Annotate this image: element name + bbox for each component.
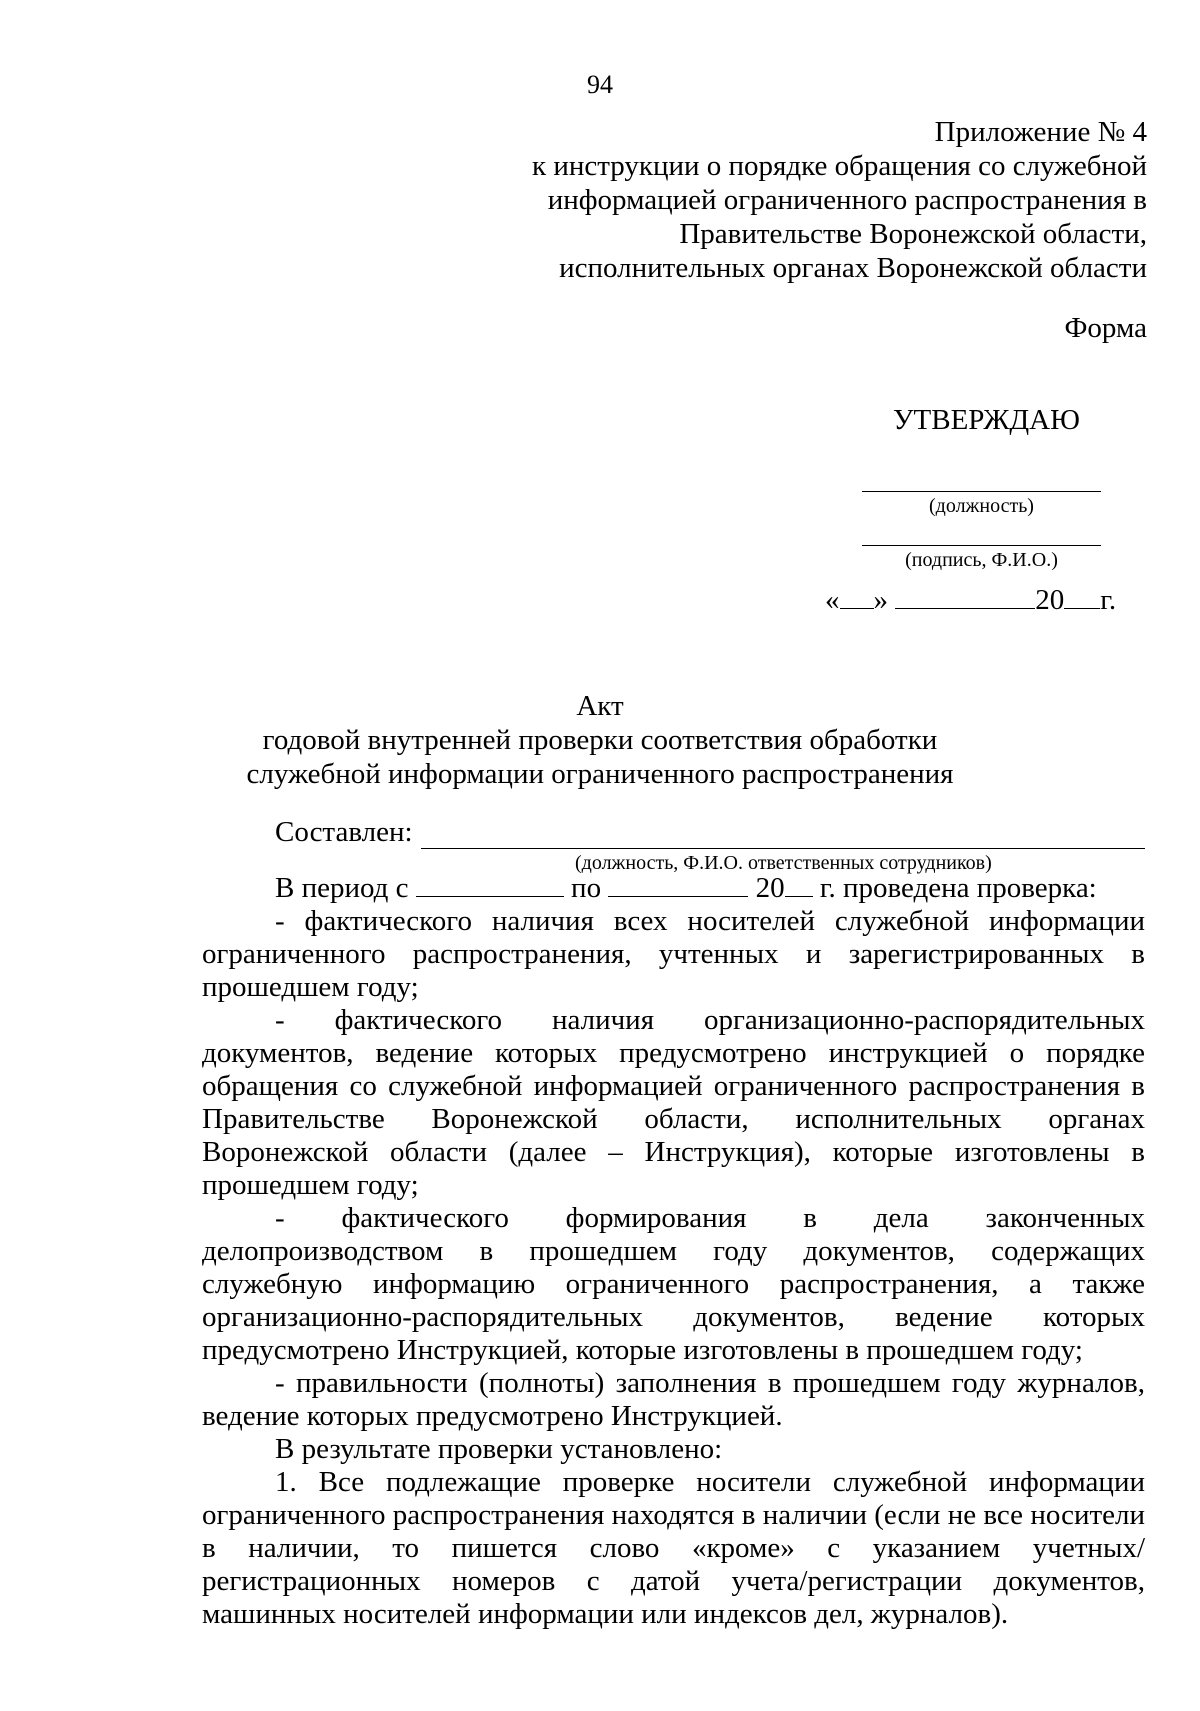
- date-open-quote: «: [825, 584, 840, 616]
- period-to-label: по: [571, 872, 602, 904]
- appendix-line: информацией ограниченного распространения в: [547, 184, 1147, 216]
- signature-line: [862, 545, 1101, 546]
- body-text: [202, 905, 1145, 1631]
- signature-caption: (подпись, Ф.И.О.): [905, 549, 1058, 571]
- period-from-blank: [416, 872, 564, 897]
- day-blank: [840, 584, 874, 609]
- compiled-row: [275, 816, 1145, 849]
- appendix-line: к инструкции о порядке обращения со служебной: [531, 150, 1147, 182]
- compiled-caption: (должность, Ф.И.О. ответственных сотрудников): [575, 852, 992, 874]
- paragraph: - фактического наличия всех носителей служебной информации ограниченного распространения, учтенных и зарегистрированных в прошедшем году;: [202, 905, 1145, 1003]
- act-title: [0, 690, 1200, 792]
- appendix-line: Приложение № 4: [934, 116, 1147, 148]
- compiled-label: Составлен:: [275, 816, 413, 848]
- act-title-line: годовой внутренней проверки соответствия обработки: [262, 724, 938, 756]
- date-year-prefix: 20: [1035, 584, 1065, 616]
- compiled-blank: [421, 822, 1145, 849]
- period-from-label: В период с: [275, 872, 409, 904]
- paragraph: - фактического формирования в дела законченных делопроизводством в прошедшем году документов, содержащих служебную информацию ограниченного распространения, а также организационно-распорядительных документов, ведение которых предусмотрено Инструкцией, которые изготовлены в прошедшем году;: [202, 1202, 1145, 1366]
- approval-heading: УТВЕРЖДАЮ: [893, 404, 1080, 436]
- date-close-quote: »: [873, 584, 888, 616]
- period-year-blank: [785, 872, 813, 897]
- paragraph: 1. Все подлежащие проверке носители служебной информации ограниченного распространения находятся в наличии (если не все носители в наличии, то пишется слово «кроме» с указанием учетных/регистрационных номеров с датой учета/регистрации документов, машинных носителей информации или индексов дел, журналов).: [202, 1466, 1145, 1630]
- date-year-suffix: г.: [1100, 584, 1117, 616]
- paragraph: - фактического наличия организационно-распорядительных документов, ведение которых предусмотрено инструкцией о порядке обращения со служебной информацией ограниченного распространения в Правительстве Воронежской области, исполнительных органах Воронежской области (далее – Инструкция), которые изготовлены в прошедшем году;: [202, 1004, 1145, 1201]
- approval-date: [825, 584, 1116, 617]
- month-blank: [895, 584, 1035, 609]
- form-label: Форма: [1064, 312, 1147, 344]
- appendix-line: Правительстве Воронежской области,: [679, 218, 1147, 250]
- page-number: 94: [587, 70, 613, 99]
- period-to-blank: [608, 872, 748, 897]
- appendix-line: исполнительных органах Воронежской области: [559, 252, 1147, 284]
- period-year-prefix: 20: [755, 872, 785, 904]
- position-line: [862, 491, 1101, 492]
- paragraph: В результате проверки установлено:: [275, 1433, 723, 1465]
- position-caption: (должность): [929, 495, 1034, 517]
- act-title-line: служебной информации ограниченного распространения: [246, 758, 954, 790]
- appendix-header: [447, 116, 1147, 286]
- act-title-line: Акт: [576, 690, 624, 722]
- period-suffix: г. проведена проверка:: [819, 872, 1097, 904]
- year-blank: [1064, 584, 1100, 609]
- paragraph: - правильности (полноты) заполнения в прошедшем году журналов, ведение которых предусмотрено Инструкцией.: [202, 1367, 1145, 1432]
- period-row: [275, 872, 1097, 905]
